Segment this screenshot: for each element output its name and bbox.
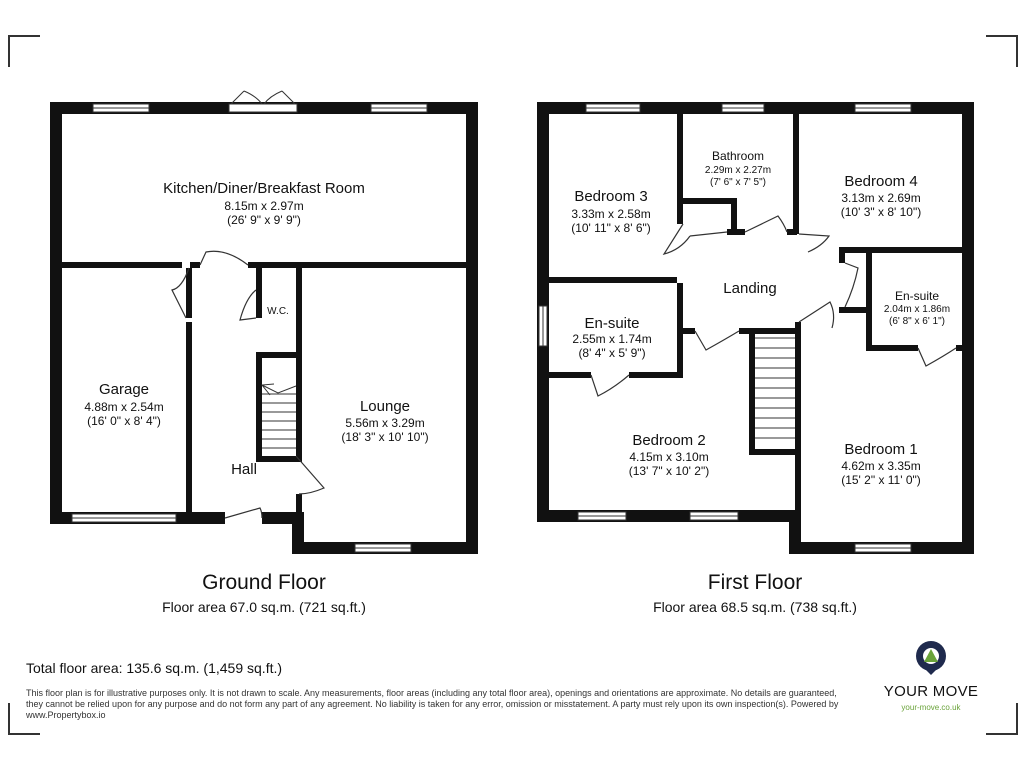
door-bedroom1: [799, 302, 834, 328]
first-floor-plan: [537, 102, 974, 554]
ground-floor-title: Ground Floor: [202, 571, 326, 594]
door-bathroom-left: [690, 232, 727, 236]
room-imperial-bedroom2: (13' 7" x 10' 2"): [628, 464, 710, 478]
room-metric-ensuite-right: 2.04m x 1.86m: [883, 304, 951, 315]
room-imperial-bathroom: (7' 6" x 7' 5"): [710, 177, 766, 188]
ground-floor-outer-walls: [50, 102, 478, 554]
room-name-bedroom2: Bedroom 2: [632, 432, 706, 449]
room-metric-ensuite-left: 2.55m x 1.74m: [572, 332, 652, 346]
door-bedroom3: [664, 224, 690, 254]
kitchen-french-doors: [229, 91, 297, 112]
door-wc: [240, 290, 256, 320]
room-metric-garage: 4.88m x 2.54m: [84, 400, 164, 414]
first-floor-stairs: [755, 338, 795, 438]
room-imperial-bedroom1: (15' 2" x 11' 0"): [841, 473, 921, 487]
room-name-landing: Landing: [723, 280, 777, 297]
first-floor-title: First Floor: [707, 571, 803, 594]
door-bathroom: [745, 216, 787, 232]
door-ensuite-right-landing: [845, 263, 858, 307]
room-metric-lounge: 5.56m x 3.29m: [345, 416, 425, 430]
room-name-bathroom: Bathroom: [711, 149, 765, 163]
door-front: [225, 508, 262, 518]
ground-floor-area: Floor area 67.0 sq.m. (721 sq.ft.): [162, 599, 366, 615]
room-metric-bathroom: 2.29m x 2.27m: [704, 165, 772, 176]
room-imperial-ensuite-right: (6' 8" x 6' 1"): [889, 316, 945, 327]
door-lounge: [296, 456, 324, 494]
location-pin-icon: [914, 640, 948, 676]
room-name-ensuite-left: En-suite: [584, 315, 640, 332]
room-name-bedroom1: Bedroom 1: [844, 441, 918, 458]
room-name-wc: W.C.: [267, 306, 289, 317]
room-imperial-bedroom4: (10' 3" x 8' 10"): [840, 205, 922, 219]
ground-floor-stairs: [262, 384, 296, 448]
room-name-bedroom4: Bedroom 4: [844, 173, 918, 190]
door-kitchen: [200, 251, 248, 265]
room-imperial-bedroom3: (10' 11" x 8' 6"): [571, 221, 651, 235]
room-metric-bedroom3: 3.33m x 2.58m: [571, 207, 651, 221]
door-bedroom2: [695, 331, 739, 350]
disclaimer-text: This floor plan is for illustrative purposes only. It is not drawn to scale. Any measurements, floor areas (including any total floor area), openings and orientations are approximate. No details are guaranteed, they cannot be relied upon for any purpose and do not form any part of any agreement. No liability is taken for any error, omission or misstatement. A party must rely upon its own inspection(s). Powered by www.Propertybox.io: [26, 688, 839, 720]
ground-floor-windows: [72, 104, 427, 552]
ground-floor-plan: [50, 91, 478, 554]
door-ensuite-right: [918, 348, 956, 366]
room-name-bedroom3: Bedroom 3: [574, 188, 648, 205]
first-floor-area: Floor area 68.5 sq.m. (738 sq.ft.): [653, 599, 857, 615]
room-metric-kitchen: 8.15m x 2.97m: [224, 199, 304, 213]
room-imperial-lounge: (18' 3" x 10' 10"): [341, 430, 429, 444]
room-name-lounge: Lounge: [359, 398, 411, 415]
room-imperial-kitchen: (26' 9" x 9' 9"): [227, 213, 301, 227]
room-metric-bedroom2: 4.15m x 3.10m: [629, 450, 709, 464]
your-move-logo: [868, 640, 994, 712]
room-name-garage: Garage: [98, 381, 150, 398]
room-imperial-ensuite-left: (8' 4" x 5' 9"): [578, 346, 646, 360]
room-metric-bedroom1: 4.62m x 3.35m: [841, 459, 921, 473]
room-metric-bedroom4: 3.13m x 2.69m: [841, 191, 921, 205]
door-ensuite-left: [591, 375, 629, 396]
logo-name: YOUR MOVE: [883, 683, 979, 700]
room-imperial-garage: (16' 0" x 8' 4"): [87, 414, 161, 428]
door-bedroom4: [799, 234, 829, 252]
logo-url: your-move.co.uk: [901, 703, 961, 712]
total-floor-area: Total floor area: 135.6 sq.m. (1,459 sq.ft.): [26, 660, 283, 676]
room-name-ensuite-right: En-suite: [894, 289, 940, 303]
room-name-kitchen: Kitchen/Diner/Breakfast Room: [163, 180, 365, 197]
room-name-hall: Hall: [231, 461, 257, 478]
